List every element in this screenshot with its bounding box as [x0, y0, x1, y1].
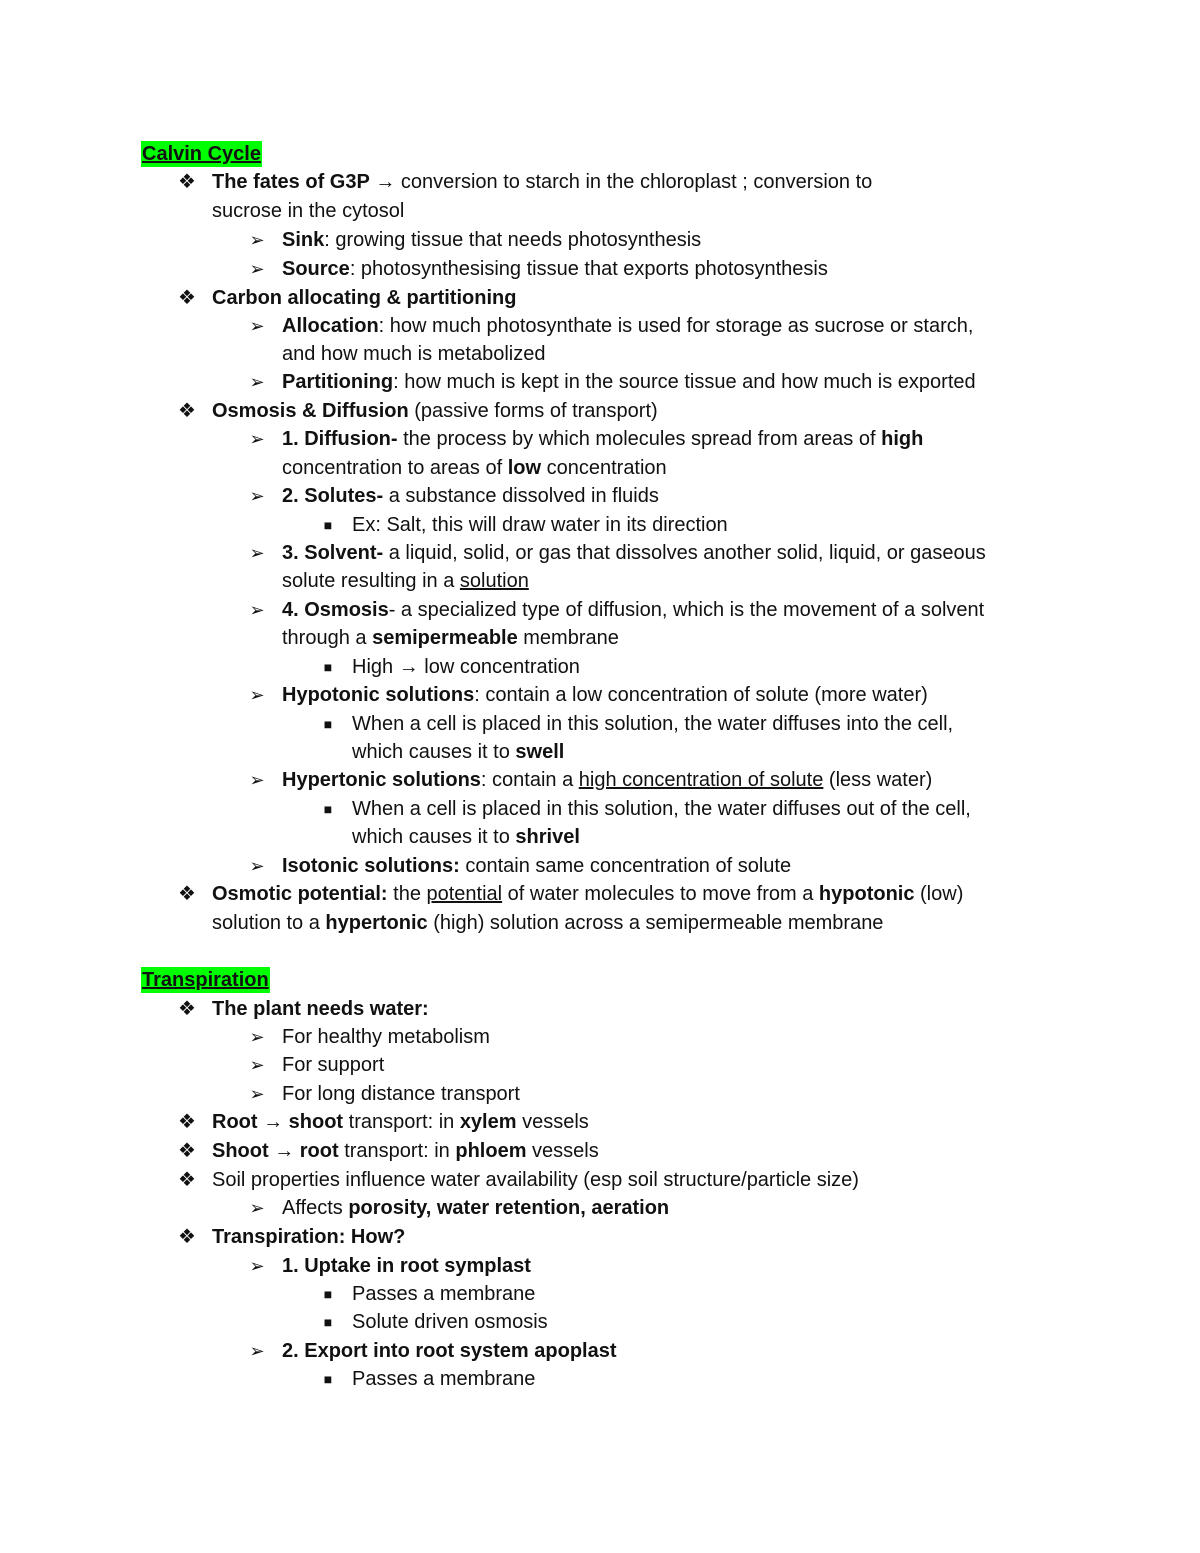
- text: transport: in: [338, 1140, 456, 1162]
- text: the: [387, 883, 427, 905]
- text: Passes a membrane: [352, 1283, 536, 1305]
- arrow-bullet-icon: ➢: [249, 1084, 265, 1104]
- arrow-bullet-icon: ➢: [249, 600, 265, 620]
- term: Shoot → root: [212, 1140, 339, 1162]
- text: High → low concentration: [352, 656, 580, 678]
- text: : photosynthesising tissue that exports photosynthesis: [349, 258, 828, 280]
- underlined-term: solution: [459, 570, 529, 592]
- term: Carbon allocating & partitioning: [212, 287, 517, 309]
- arrow-bullet-icon: ➢: [249, 1256, 265, 1276]
- square-bullet-icon: ■: [323, 1314, 333, 1330]
- text: (high) solution across a semipermeable membrane: [427, 912, 884, 934]
- text: concentration to areas of: [282, 457, 508, 479]
- list-item-cont: [282, 454, 667, 482]
- diamond-bullet-icon: ❖: [178, 998, 196, 1020]
- list-item-cont: and how much is metabolized: [282, 343, 546, 365]
- square-bullet-icon: ■: [323, 517, 333, 533]
- term: porosity, water retention, aeration: [348, 1197, 670, 1219]
- text: contain same concentration of solute: [459, 855, 792, 877]
- diamond-bullet-icon: ❖: [178, 171, 196, 193]
- text: For healthy metabolism: [282, 1026, 490, 1048]
- text: For support: [282, 1054, 385, 1076]
- diamond-bullet-icon: ❖: [178, 1169, 196, 1191]
- text: Ex: Salt, this will draw water in its direction: [352, 514, 728, 536]
- text: a liquid, solid, or gas that dissolves another solid, liquid, or gaseous: [383, 542, 986, 564]
- arrow-bullet-icon: ➢: [249, 856, 265, 876]
- underlined-term: potential: [426, 883, 503, 905]
- list-item-cont: [282, 624, 619, 652]
- text: : growing tissue that needs photosynthesis: [324, 229, 702, 251]
- list-item-cont: [352, 738, 564, 766]
- square-bullet-icon: ■: [323, 1286, 333, 1302]
- text: Solute driven osmosis: [352, 1311, 548, 1333]
- text: membrane: [517, 627, 619, 649]
- text: vessels: [526, 1140, 599, 1162]
- term: 2. Export into root system apoplast: [282, 1340, 617, 1362]
- term: 1. Diffusion-: [282, 428, 398, 450]
- term: The fates of G3P: [212, 171, 370, 193]
- text: concentration: [541, 457, 667, 479]
- text: through a: [282, 627, 373, 649]
- term: Osmosis & Diffusion: [212, 400, 409, 422]
- text: For long distance transport: [282, 1083, 520, 1105]
- diamond-bullet-icon: ❖: [178, 287, 196, 309]
- term: low: [507, 457, 542, 479]
- term: hypotonic: [818, 883, 915, 905]
- text: When a cell is placed in this solution, the water diffuses out of the cell,: [352, 798, 971, 820]
- text: which causes it to: [352, 741, 516, 763]
- term: hypertonic: [325, 912, 428, 934]
- arrow-bullet-icon: ➢: [249, 429, 265, 449]
- list-item-cont: [352, 823, 580, 851]
- text: (passive forms of transport): [408, 400, 658, 422]
- square-bullet-icon: ■: [323, 801, 333, 817]
- term: 1. Uptake in root symplast: [282, 1255, 531, 1277]
- diamond-bullet-icon: ❖: [178, 883, 196, 905]
- square-bullet-icon: ■: [323, 1371, 333, 1387]
- arrow-bullet-icon: ➢: [249, 1198, 265, 1218]
- arrow-bullet-icon: ➢: [249, 230, 265, 250]
- arrow-bullet-icon: ➢: [249, 1027, 265, 1047]
- term: Root → shoot: [212, 1111, 344, 1133]
- term: Sink: [282, 229, 325, 251]
- term: swell: [515, 741, 565, 763]
- diamond-bullet-icon: ❖: [178, 1226, 196, 1248]
- text: of water molecules to move from a: [502, 883, 819, 905]
- term: Hypotonic solutions: [282, 684, 475, 706]
- underlined-term: high concentration of solute: [578, 769, 824, 791]
- text: solution to a: [212, 912, 326, 934]
- term: xylem: [459, 1111, 517, 1133]
- diamond-bullet-icon: ❖: [178, 1111, 196, 1133]
- term: Transpiration: How?: [212, 1226, 406, 1248]
- heading-calvin-cycle: Calvin Cycle: [142, 143, 261, 165]
- text: : how much is kept in the source tissue and how much is exported: [393, 371, 976, 393]
- arrow-bullet-icon: ➢: [249, 259, 265, 279]
- term: 2. Solutes-: [282, 485, 384, 507]
- text: Passes a membrane: [352, 1368, 536, 1390]
- arrow-bullet-icon: ➢: [249, 316, 265, 336]
- text: transport: in: [343, 1111, 460, 1133]
- term: The plant needs water:: [212, 998, 429, 1020]
- text: → conversion to starch in the chloroplast ; conversion to: [369, 171, 873, 193]
- text: Soil properties influence water availability (esp soil structure/particle size): [212, 1169, 859, 1191]
- term: semipermeable: [372, 627, 518, 649]
- list-item-cont: [282, 567, 529, 595]
- text: : how much photosynthate is used for storage as sucrose or starch,: [378, 315, 974, 337]
- square-bullet-icon: ■: [323, 716, 333, 732]
- text: (low): [914, 883, 964, 905]
- arrow-bullet-icon: ➢: [249, 1055, 265, 1075]
- term: phloem: [455, 1140, 527, 1162]
- diamond-bullet-icon: ❖: [178, 400, 196, 422]
- text: : contain a low concentration of solute (more water): [474, 684, 928, 706]
- text: - a specialized type of diffusion, which is the movement of a solvent: [388, 599, 985, 621]
- text: (less water): [823, 769, 933, 791]
- arrow-bullet-icon: ➢: [249, 770, 265, 790]
- text: When a cell is placed in this solution, the water diffuses into the cell,: [352, 713, 954, 735]
- text: : contain a: [480, 769, 579, 791]
- list-item-cont: sucrose in the cytosol: [212, 200, 405, 222]
- term: Partitioning: [282, 371, 394, 393]
- term: 4. Osmosis: [282, 599, 389, 621]
- square-bullet-icon: ■: [323, 659, 333, 675]
- term: 3. Solvent-: [282, 542, 384, 564]
- arrow-bullet-icon: ➢: [249, 543, 265, 563]
- text: the process by which molecules spread from areas of: [397, 428, 882, 450]
- text: which causes it to: [352, 826, 516, 848]
- arrow-bullet-icon: ➢: [249, 1341, 265, 1361]
- term: Isotonic solutions:: [282, 855, 460, 877]
- term: Hypertonic solutions: [282, 769, 481, 791]
- arrow-bullet-icon: ➢: [249, 486, 265, 506]
- term: Source: [282, 258, 350, 280]
- heading-transpiration: Transpiration: [142, 969, 269, 991]
- text: a substance dissolved in fluids: [383, 485, 659, 507]
- diamond-bullet-icon: ❖: [178, 1140, 196, 1162]
- text: vessels: [516, 1111, 589, 1133]
- arrow-bullet-icon: ➢: [249, 372, 265, 392]
- term: Allocation: [282, 315, 379, 337]
- term: high: [881, 428, 924, 450]
- text: Affects: [282, 1197, 349, 1219]
- list-item-cont: [212, 909, 883, 937]
- term: Osmotic potential:: [212, 883, 388, 905]
- term: shrivel: [515, 826, 580, 848]
- text: solute resulting in a: [282, 570, 460, 592]
- arrow-bullet-icon: ➢: [249, 685, 265, 705]
